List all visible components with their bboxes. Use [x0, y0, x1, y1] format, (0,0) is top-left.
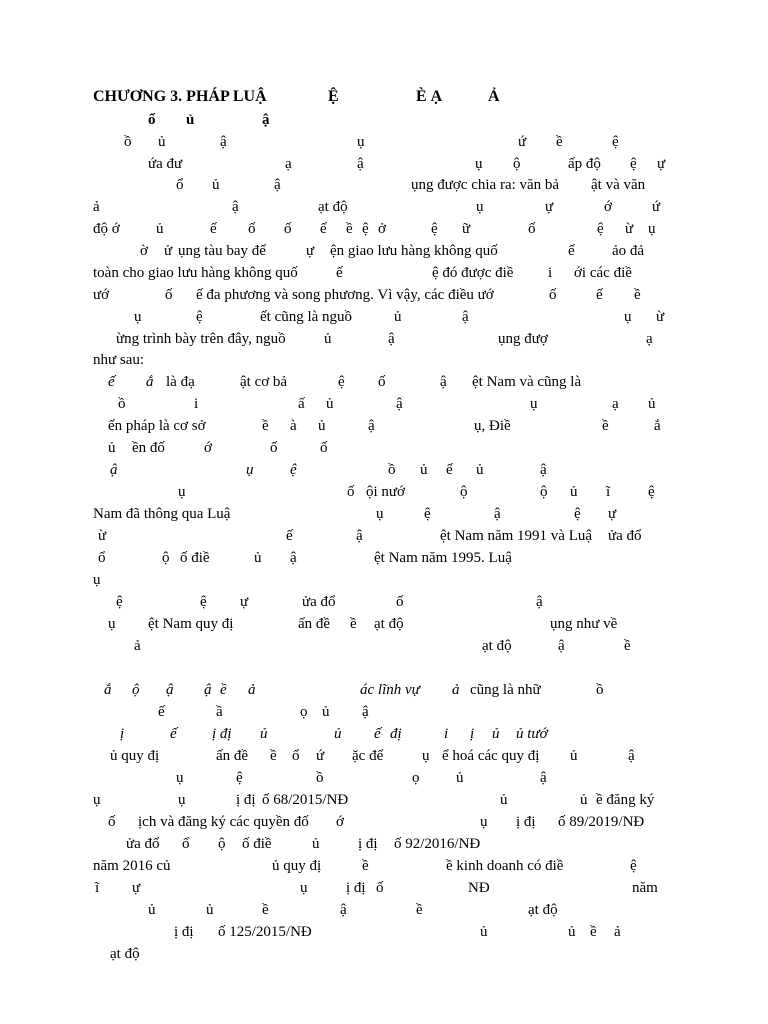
text-fragment: ụ — [176, 770, 184, 786]
text-fragment: ạ — [285, 156, 292, 172]
text-fragment: ữ — [462, 221, 471, 237]
text-fragment: ề — [624, 638, 631, 654]
text-fragment: ề — [634, 287, 641, 303]
text-fragment: ậ — [536, 594, 543, 610]
text-fragment: ố 125/2015/NĐ — [218, 924, 312, 940]
text-fragment: ảo đả — [612, 243, 645, 259]
text-fragment: ề — [556, 134, 563, 150]
text-fragment: ụ — [480, 814, 488, 830]
text-fragment: ổ — [98, 550, 106, 566]
text-fragment: ậ — [274, 177, 281, 193]
subtitle-fragment: ậ — [262, 112, 270, 128]
text-fragment: ế đa phương và song phương. Vì vậy, các điều ướ — [196, 287, 494, 303]
text-fragment: ết cũng là nguồ — [260, 309, 353, 325]
text-fragment: ụ — [178, 792, 186, 808]
text-fragment: ửa đổ — [608, 528, 642, 544]
text-fragment: ệ — [630, 156, 637, 172]
text-fragment: ề — [590, 924, 597, 940]
text-fragment: ạt độ — [374, 616, 404, 632]
text-fragment: ố điề — [242, 836, 272, 852]
text-fragment: ậ — [388, 331, 395, 347]
text-fragment: ề — [346, 221, 353, 237]
text-fragment: ủ — [568, 924, 576, 940]
text-fragment: ử — [164, 243, 173, 259]
text-fragment: ề — [262, 418, 269, 434]
text-fragment: ệ đó được điề — [432, 265, 514, 281]
chapter-title: CHƯƠNG 3. PHÁP LUẬ — [93, 88, 267, 105]
text-fragment: ới các điề — [574, 265, 632, 281]
text-fragment: ệ — [597, 221, 604, 237]
text-fragment: ạt độ — [528, 902, 558, 918]
text-fragment: ế — [320, 221, 327, 237]
text-fragment: ự — [657, 156, 666, 172]
text-fragment: ứa đư — [148, 156, 183, 172]
text-fragment: ế — [170, 726, 177, 742]
text-fragment: ệ — [648, 484, 655, 500]
text-fragment: ề — [270, 748, 277, 764]
text-fragment: ố điề — [180, 550, 210, 566]
text-fragment: ề — [350, 616, 357, 632]
text-fragment: ội nướ — [366, 484, 405, 500]
text-fragment: ị — [120, 726, 125, 742]
text-fragment: ụng được chia ra: văn bả — [411, 177, 560, 193]
text-fragment: năm 2016 củ — [93, 858, 171, 874]
text-fragment: ậ — [232, 199, 239, 215]
text-fragment: ả — [614, 924, 621, 940]
text-fragment: ệ — [338, 374, 345, 390]
text-fragment: ố — [376, 880, 384, 896]
text-fragment: ầ — [216, 704, 223, 720]
text-fragment: ụ — [475, 156, 483, 172]
text-fragment: ậ — [558, 638, 565, 654]
text-fragment: ủ — [324, 331, 332, 347]
text-fragment: ạt độ — [482, 638, 512, 654]
text-fragment: i — [444, 726, 449, 742]
text-fragment: ủ — [212, 177, 220, 193]
text-fragment: ự — [306, 243, 315, 259]
text-fragment: ố 92/2016/NĐ — [394, 836, 481, 852]
text-fragment: ật và văn — [591, 177, 646, 193]
text-fragment: ủ — [570, 748, 578, 764]
text-fragment: ọ — [300, 704, 308, 720]
text-fragment: ền đố — [132, 440, 165, 456]
text-fragment: ụng như về — [550, 616, 618, 632]
text-fragment: ậ — [110, 462, 118, 478]
text-fragment: ổ — [182, 836, 190, 852]
text-fragment: ệt Nam quy đị — [148, 616, 234, 632]
text-fragment: ứ — [652, 199, 661, 215]
text-fragment: ạ — [612, 396, 619, 412]
text-fragment: ủ — [334, 726, 342, 742]
text-fragment: ừ — [98, 528, 107, 544]
text-fragment: ố — [165, 287, 173, 303]
text-fragment: ụ — [93, 792, 101, 808]
text-fragment: ặc để — [352, 748, 384, 764]
title-fragment: È Ạ — [416, 88, 443, 105]
text-fragment: ụ — [530, 396, 538, 412]
text-fragment: ắ — [146, 374, 154, 390]
text-fragment: ế — [374, 726, 381, 742]
text-fragment: ụ — [376, 506, 384, 522]
text-fragment: ủ — [580, 792, 588, 808]
text-fragment: ậ — [357, 156, 364, 172]
text-fragment: ồ — [388, 462, 396, 478]
text-fragment: ệ — [200, 594, 207, 610]
text-fragment: ộ — [132, 682, 140, 698]
text-fragment: ậ — [340, 902, 347, 918]
text-fragment: cũng là nhữ — [470, 682, 541, 698]
text-fragment: ồ — [596, 682, 604, 698]
text-fragment: ộ — [218, 836, 226, 852]
text-fragment: ậ — [396, 396, 403, 412]
text-fragment: ể hoá các quy đị — [442, 748, 540, 764]
text-fragment: ề — [602, 418, 609, 434]
text-fragment: đị — [390, 726, 402, 742]
text-fragment: ủ — [394, 309, 402, 325]
text-fragment: ệt Nam năm 1991 và Luậ — [440, 528, 593, 544]
text-fragment: ế — [568, 243, 575, 259]
text-fragment: ĩ — [95, 880, 100, 896]
text-fragment: ủ — [260, 726, 268, 742]
text-fragment: ủ — [480, 924, 488, 940]
text-fragment: ề — [262, 902, 269, 918]
text-fragment: ị đị — [358, 836, 378, 852]
text-fragment: ậ — [204, 682, 212, 698]
text-fragment: ố 68/2015/NĐ — [262, 792, 349, 808]
text-fragment: ố — [549, 287, 557, 303]
text-fragment: ủ — [148, 902, 156, 918]
text-fragment: ố — [378, 374, 386, 390]
text-fragment: ố — [248, 221, 256, 237]
text-fragment: ệ — [362, 221, 369, 237]
text-fragment: ự — [608, 506, 617, 522]
text-fragment: ộ — [460, 484, 468, 500]
text-fragment: là đạ — [166, 374, 195, 390]
text-fragment: ế — [286, 528, 293, 544]
text-fragment: i — [548, 265, 553, 281]
text-fragment: ệ — [236, 770, 243, 786]
text-fragment: ệ — [290, 462, 297, 478]
text-fragment: ự — [132, 880, 141, 896]
text-fragment: ậ — [628, 748, 635, 764]
text-fragment: ở — [378, 221, 386, 237]
text-fragment: ụng tàu bay để — [178, 243, 266, 259]
text-fragment: ậ — [540, 770, 547, 786]
text-fragment: ạt độ — [110, 946, 140, 962]
text-fragment: ện giao lưu hàng không quố — [330, 243, 498, 259]
text-fragment: ế — [596, 287, 603, 303]
text-fragment: như sau: — [93, 352, 145, 368]
text-fragment: ố — [347, 484, 355, 500]
text-fragment: ủ quy đị — [110, 748, 160, 764]
text-fragment: ủ — [500, 792, 508, 808]
text-fragment: ế — [446, 462, 453, 478]
text-fragment: ấp độ — [568, 156, 601, 172]
text-fragment: ớ — [336, 814, 344, 830]
text-fragment: ủ — [420, 462, 428, 478]
text-fragment: ủ tướ — [516, 726, 548, 742]
text-fragment: ắ — [654, 418, 661, 434]
text-fragment: ụng đượ — [498, 331, 548, 347]
text-fragment: ị đị — [346, 880, 366, 896]
text-fragment: ủ — [206, 902, 214, 918]
text-fragment: ủ — [492, 726, 500, 742]
text-fragment: ệ — [574, 506, 581, 522]
text-fragment: ệ — [612, 134, 619, 150]
text-fragment: à — [290, 418, 297, 434]
text-fragment: ị đị — [236, 792, 256, 808]
text-fragment: ị — [470, 726, 475, 742]
text-fragment: ụ — [648, 221, 656, 237]
text-fragment: ến pháp là cơ sở — [108, 418, 206, 434]
text-fragment: ừ — [625, 221, 634, 237]
text-fragment: ậ — [362, 704, 369, 720]
text-fragment: ồ — [118, 396, 126, 412]
text-fragment: ự — [545, 199, 554, 215]
text-fragment: ệt Nam năm 1995. Luậ — [374, 550, 512, 566]
text-fragment: ế — [336, 265, 343, 281]
text-fragment: ắ — [104, 682, 112, 698]
text-fragment: ửa đổ — [126, 836, 160, 852]
text-fragment: ụ, Điề — [474, 418, 511, 434]
text-fragment: ậ — [356, 528, 363, 544]
text-fragment: ủ — [108, 440, 116, 456]
text-fragment: ậ — [494, 506, 501, 522]
text-fragment: ề đăng ký — [596, 792, 655, 808]
text-fragment: ề kinh doanh có điề — [446, 858, 564, 874]
text-fragment: ụ — [246, 462, 254, 478]
text-fragment: ề — [220, 682, 227, 698]
text-fragment: ế — [158, 704, 165, 720]
text-fragment: ề — [362, 858, 369, 874]
text-fragment: ậ — [540, 462, 547, 478]
text-fragment: ổ — [292, 748, 300, 764]
text-fragment: ủ — [254, 550, 262, 566]
text-fragment: ồ — [316, 770, 324, 786]
text-fragment: ấ — [298, 396, 305, 412]
text-fragment: ả — [248, 682, 256, 698]
text-fragment: ị đị — [174, 924, 194, 940]
text-fragment: ớ — [604, 199, 612, 215]
text-fragment: ố 89/2019/NĐ — [558, 814, 645, 830]
text-fragment: ố — [320, 440, 328, 456]
text-fragment: ố — [528, 221, 536, 237]
text-fragment: ủ — [318, 418, 326, 434]
text-fragment: ả — [134, 638, 141, 654]
text-fragment: NĐ — [468, 880, 490, 896]
text-fragment: ả — [452, 682, 460, 698]
text-fragment: ủ — [570, 484, 578, 500]
text-fragment: ụ — [108, 616, 116, 632]
text-fragment: ồ — [124, 134, 132, 150]
text-fragment: ệ — [116, 594, 123, 610]
text-fragment: ố — [270, 440, 278, 456]
title-fragment: Ả — [488, 88, 500, 105]
text-fragment: ướ — [93, 287, 110, 303]
text-fragment: ứ — [316, 748, 325, 764]
text-fragment: ọ — [412, 770, 420, 786]
text-fragment: ật cơ bả — [240, 374, 288, 390]
text-fragment: ố — [108, 814, 116, 830]
text-fragment: ả — [93, 199, 100, 215]
text-fragment: ậ — [290, 550, 297, 566]
text-fragment: ệ — [196, 309, 203, 325]
text-fragment: ậ — [220, 134, 227, 150]
text-fragment: ị đị — [212, 726, 232, 742]
text-fragment: ụ — [422, 748, 430, 764]
text-fragment: ịch và đăng ký các quyền đố — [138, 814, 309, 830]
text-fragment: độ ớ — [93, 221, 120, 237]
text-fragment: ậ — [462, 309, 469, 325]
text-fragment: ề — [416, 902, 423, 918]
text-fragment: ố — [284, 221, 292, 237]
text-fragment: Nam đã thông qua Luậ — [93, 506, 231, 522]
text-fragment: ụ — [476, 199, 484, 215]
text-fragment: ụ — [624, 309, 632, 325]
subtitle-fragment: ủ — [186, 112, 195, 128]
text-fragment: ủ — [326, 396, 334, 412]
text-fragment: ủ — [156, 221, 164, 237]
text-fragment: ậ — [166, 682, 174, 698]
text-fragment: ộ — [162, 550, 170, 566]
text-fragment: ế — [108, 374, 115, 390]
text-fragment: ủ — [312, 836, 320, 852]
text-fragment: i — [194, 396, 199, 412]
text-fragment: ố — [396, 594, 404, 610]
text-fragment: ủ — [456, 770, 464, 786]
text-fragment: ấn đề — [216, 748, 249, 764]
text-fragment: ộ — [540, 484, 548, 500]
text-fragment: ủ — [158, 134, 166, 150]
text-fragment: ờ — [140, 243, 148, 259]
text-fragment: ứ — [518, 134, 527, 150]
text-fragment: ủ — [476, 462, 484, 478]
text-fragment: ệt Nam và cũng là — [472, 374, 582, 390]
text-fragment: ộ — [513, 156, 521, 172]
text-fragment: ị đị — [516, 814, 536, 830]
text-fragment: ệ — [630, 858, 637, 874]
text-fragment: năm — [632, 880, 658, 896]
text-fragment: ác lĩnh vự — [360, 682, 420, 698]
text-fragment: ừng trình bày trên đây, nguồ — [116, 331, 286, 347]
text-fragment: ậ — [368, 418, 375, 434]
subtitle-fragment: ổ — [148, 112, 156, 128]
text-fragment: ủ — [648, 396, 656, 412]
text-fragment: ế — [210, 221, 217, 237]
text-fragment: ậ — [440, 374, 447, 390]
text-fragment: toàn cho giao lưu hàng không quố — [93, 265, 298, 281]
text-fragment: ủ — [322, 704, 330, 720]
text-fragment: ạ — [646, 331, 653, 347]
text-fragment: ấn đề — [298, 616, 331, 632]
text-fragment: ụ — [93, 572, 101, 588]
text-fragment: ụ — [178, 484, 186, 500]
text-fragment: ửa đổ — [302, 594, 336, 610]
text-fragment: ớ — [204, 440, 212, 456]
text-fragment: ừ — [656, 309, 665, 325]
text-fragment: ủ quy đị — [272, 858, 322, 874]
text-fragment: ạt độ — [318, 199, 348, 215]
text-fragment: ệ — [431, 221, 438, 237]
text-fragment: ụ — [357, 134, 365, 150]
text-fragment: ĩ — [606, 484, 611, 500]
title-fragment: Ệ — [328, 88, 339, 105]
text-fragment: ụ — [134, 309, 142, 325]
text-fragment: ổ — [176, 177, 184, 193]
text-fragment: ụ — [300, 880, 308, 896]
text-fragment: ự — [240, 594, 249, 610]
text-fragment: ệ — [424, 506, 431, 522]
